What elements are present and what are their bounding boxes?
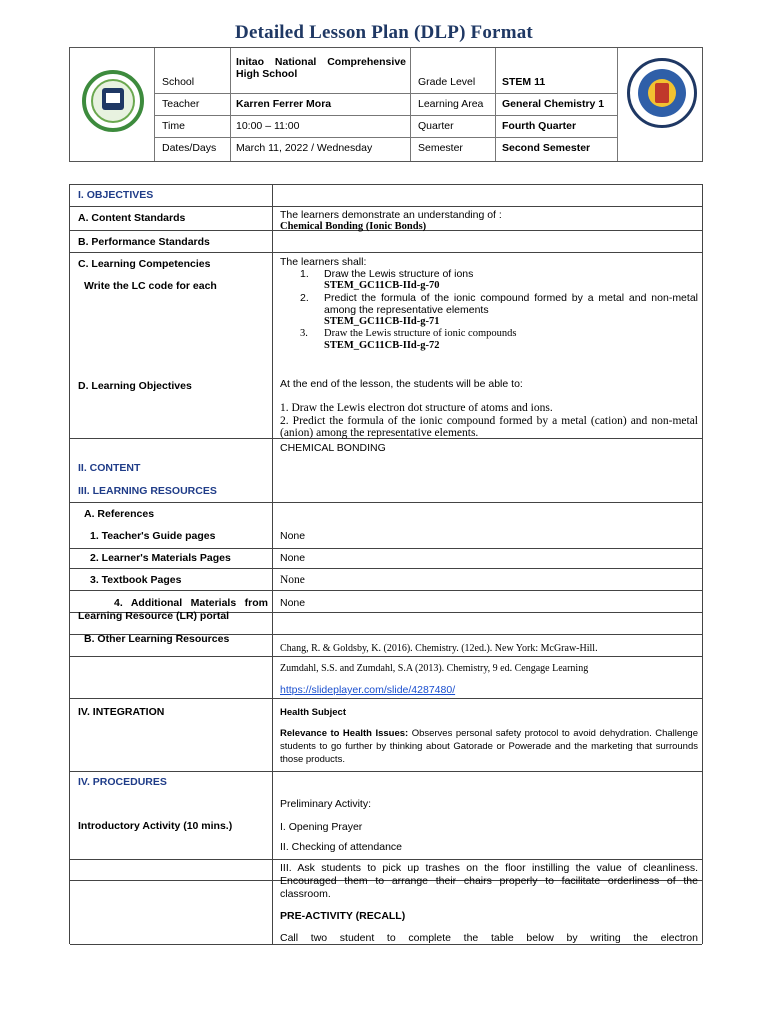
competency-2: 2. Predict the formula of the ionic compound formed by a metal and non-metal among the representative elements (300, 292, 698, 316)
preliminary-activity: Preliminary Activity: (280, 798, 372, 810)
content-standards-label: A. Content Standards (78, 212, 186, 224)
lc-code-label: Write the LC code for each (84, 280, 217, 292)
tb-pages-label: 3. Textbook Pages (90, 574, 182, 586)
lesson-plan-table (69, 184, 703, 944)
content-text: CHEMICAL BONDING (280, 442, 386, 454)
intro-activity-label: Introductory Activity (10 mins.) (78, 820, 233, 832)
reference-1: Chang, R. & Goldsby, K. (2016). Chemistry. (12ed.). New York: McGraw-Hill. (280, 643, 598, 654)
dates-value: March 11, 2022 / Wednesday (236, 142, 373, 154)
semester-label: Semester (418, 142, 463, 154)
tg-pages-label: 1. Teacher's Guide pages (90, 530, 216, 542)
page-title: Detailed Lesson Plan (DLP) Format (235, 22, 533, 43)
additional-materials-label: 4. Additional Materials from (114, 597, 268, 609)
school-value-1: Initao National Comprehensive (236, 56, 406, 68)
integration-heading: IV. INTEGRATION (78, 706, 165, 718)
quarter-label: Quarter (418, 120, 454, 132)
reference-2: Zumdahl, S.S. and Zumdahl, S.A (2013). Chemistry, 9 ed. Cengage Learning (280, 663, 589, 674)
competency-1-code: STEM_GC11CB-IId-g-70 (324, 280, 440, 291)
time-value: 10:00 – 11:00 (236, 120, 300, 132)
additional-materials-value: None (280, 597, 306, 609)
header-table (69, 47, 703, 162)
school-label: School (162, 76, 195, 88)
resources-heading: III. LEARNING RESOURCES (78, 485, 217, 497)
quarter-value: Fourth Quarter (502, 120, 577, 132)
school-value-2: High School (236, 68, 298, 80)
references-label: A. References (84, 508, 155, 520)
semester-value: Second Semester (502, 142, 591, 154)
area-value: General Chemistry 1 (502, 98, 605, 110)
content-standards-topic: Chemical Bonding (Ionic Bonds) (280, 221, 427, 232)
tg-value: None (280, 530, 306, 542)
performance-standards-label: B. Performance Standards (78, 236, 210, 248)
competencies-intro: The learners shall: (280, 256, 367, 268)
competencies-label: C. Learning Competencies (78, 258, 211, 270)
competency-3-code: STEM_GC11CB-IId-g-72 (324, 340, 440, 351)
competency-2-code: STEM_GC11CB-IId-g-71 (324, 316, 440, 327)
tb-value: None (280, 574, 305, 586)
procedures-heading: IV. PROCEDURES (78, 776, 167, 788)
other-resources-label: B. Other Learning Resources (84, 633, 230, 645)
grade-value: STEM 11 (502, 76, 546, 88)
step-attendance: II. Checking of attendance (280, 841, 402, 853)
learning-objective-2: 2. Predict the formula of the ionic compound formed by a metal (cation) and non-metal (anion) among the representative elements. (280, 415, 698, 439)
deped-seal-icon (627, 58, 697, 128)
competency-1: 1. Draw the Lewis structure of ions (300, 268, 474, 280)
area-label: Learning Area (418, 98, 484, 110)
additional-materials-label-2: Learning Resource (LR) portal (78, 610, 230, 622)
dates-label: Dates/Days (162, 142, 217, 154)
competency-3: 3. Draw the Lewis structure of ionic compounds (300, 328, 517, 339)
pre-activity-text: Call two student to complete the table below by writing the electron (280, 932, 698, 944)
integration-text: Relevance to Health Issues: Observes personal safety protocol to avoid dehydration. Challenge students to go further by thinking about Gatorade or Powerade and the marketing that surrounds those products. (280, 728, 699, 765)
lm-pages-label: 2. Learner's Materials Pages (90, 552, 231, 564)
step-opening-prayer: I. Opening Prayer (280, 821, 363, 833)
grade-label: Grade Level (418, 76, 476, 88)
integration-subject: Health Subject (280, 707, 346, 718)
teacher-label: Teacher (162, 98, 200, 110)
learning-objectives-intro: At the end of the lesson, the students will be able to: (280, 378, 523, 390)
learning-objective-1: 1. Draw the Lewis electron dot structure of atoms and ions. (280, 402, 553, 414)
lm-value: None (280, 552, 306, 564)
content-heading: II. CONTENT (78, 462, 141, 474)
objectives-heading: I. OBJECTIVES (78, 189, 154, 201)
teacher-value: Karren Ferrer Mora (236, 98, 332, 110)
reference-link[interactable]: https://slideplayer.com/slide/4287480/ (280, 684, 456, 696)
step-cleanliness: III. Ask students to pick up trashes on the floor instilling the value of cleanliness. Encouraged them to arrange their chairs properly to facilitate orderliness of the classroom. (280, 862, 698, 900)
content-standards-text: The learners demonstrate an understanding of : (280, 209, 502, 221)
time-label: Time (162, 120, 185, 132)
competencies-list (280, 268, 698, 352)
pre-activity-heading: PRE-ACTIVITY (RECALL) (280, 910, 406, 922)
school-logo-icon (82, 70, 144, 132)
learning-objectives-label: D. Learning Objectives (78, 380, 192, 392)
